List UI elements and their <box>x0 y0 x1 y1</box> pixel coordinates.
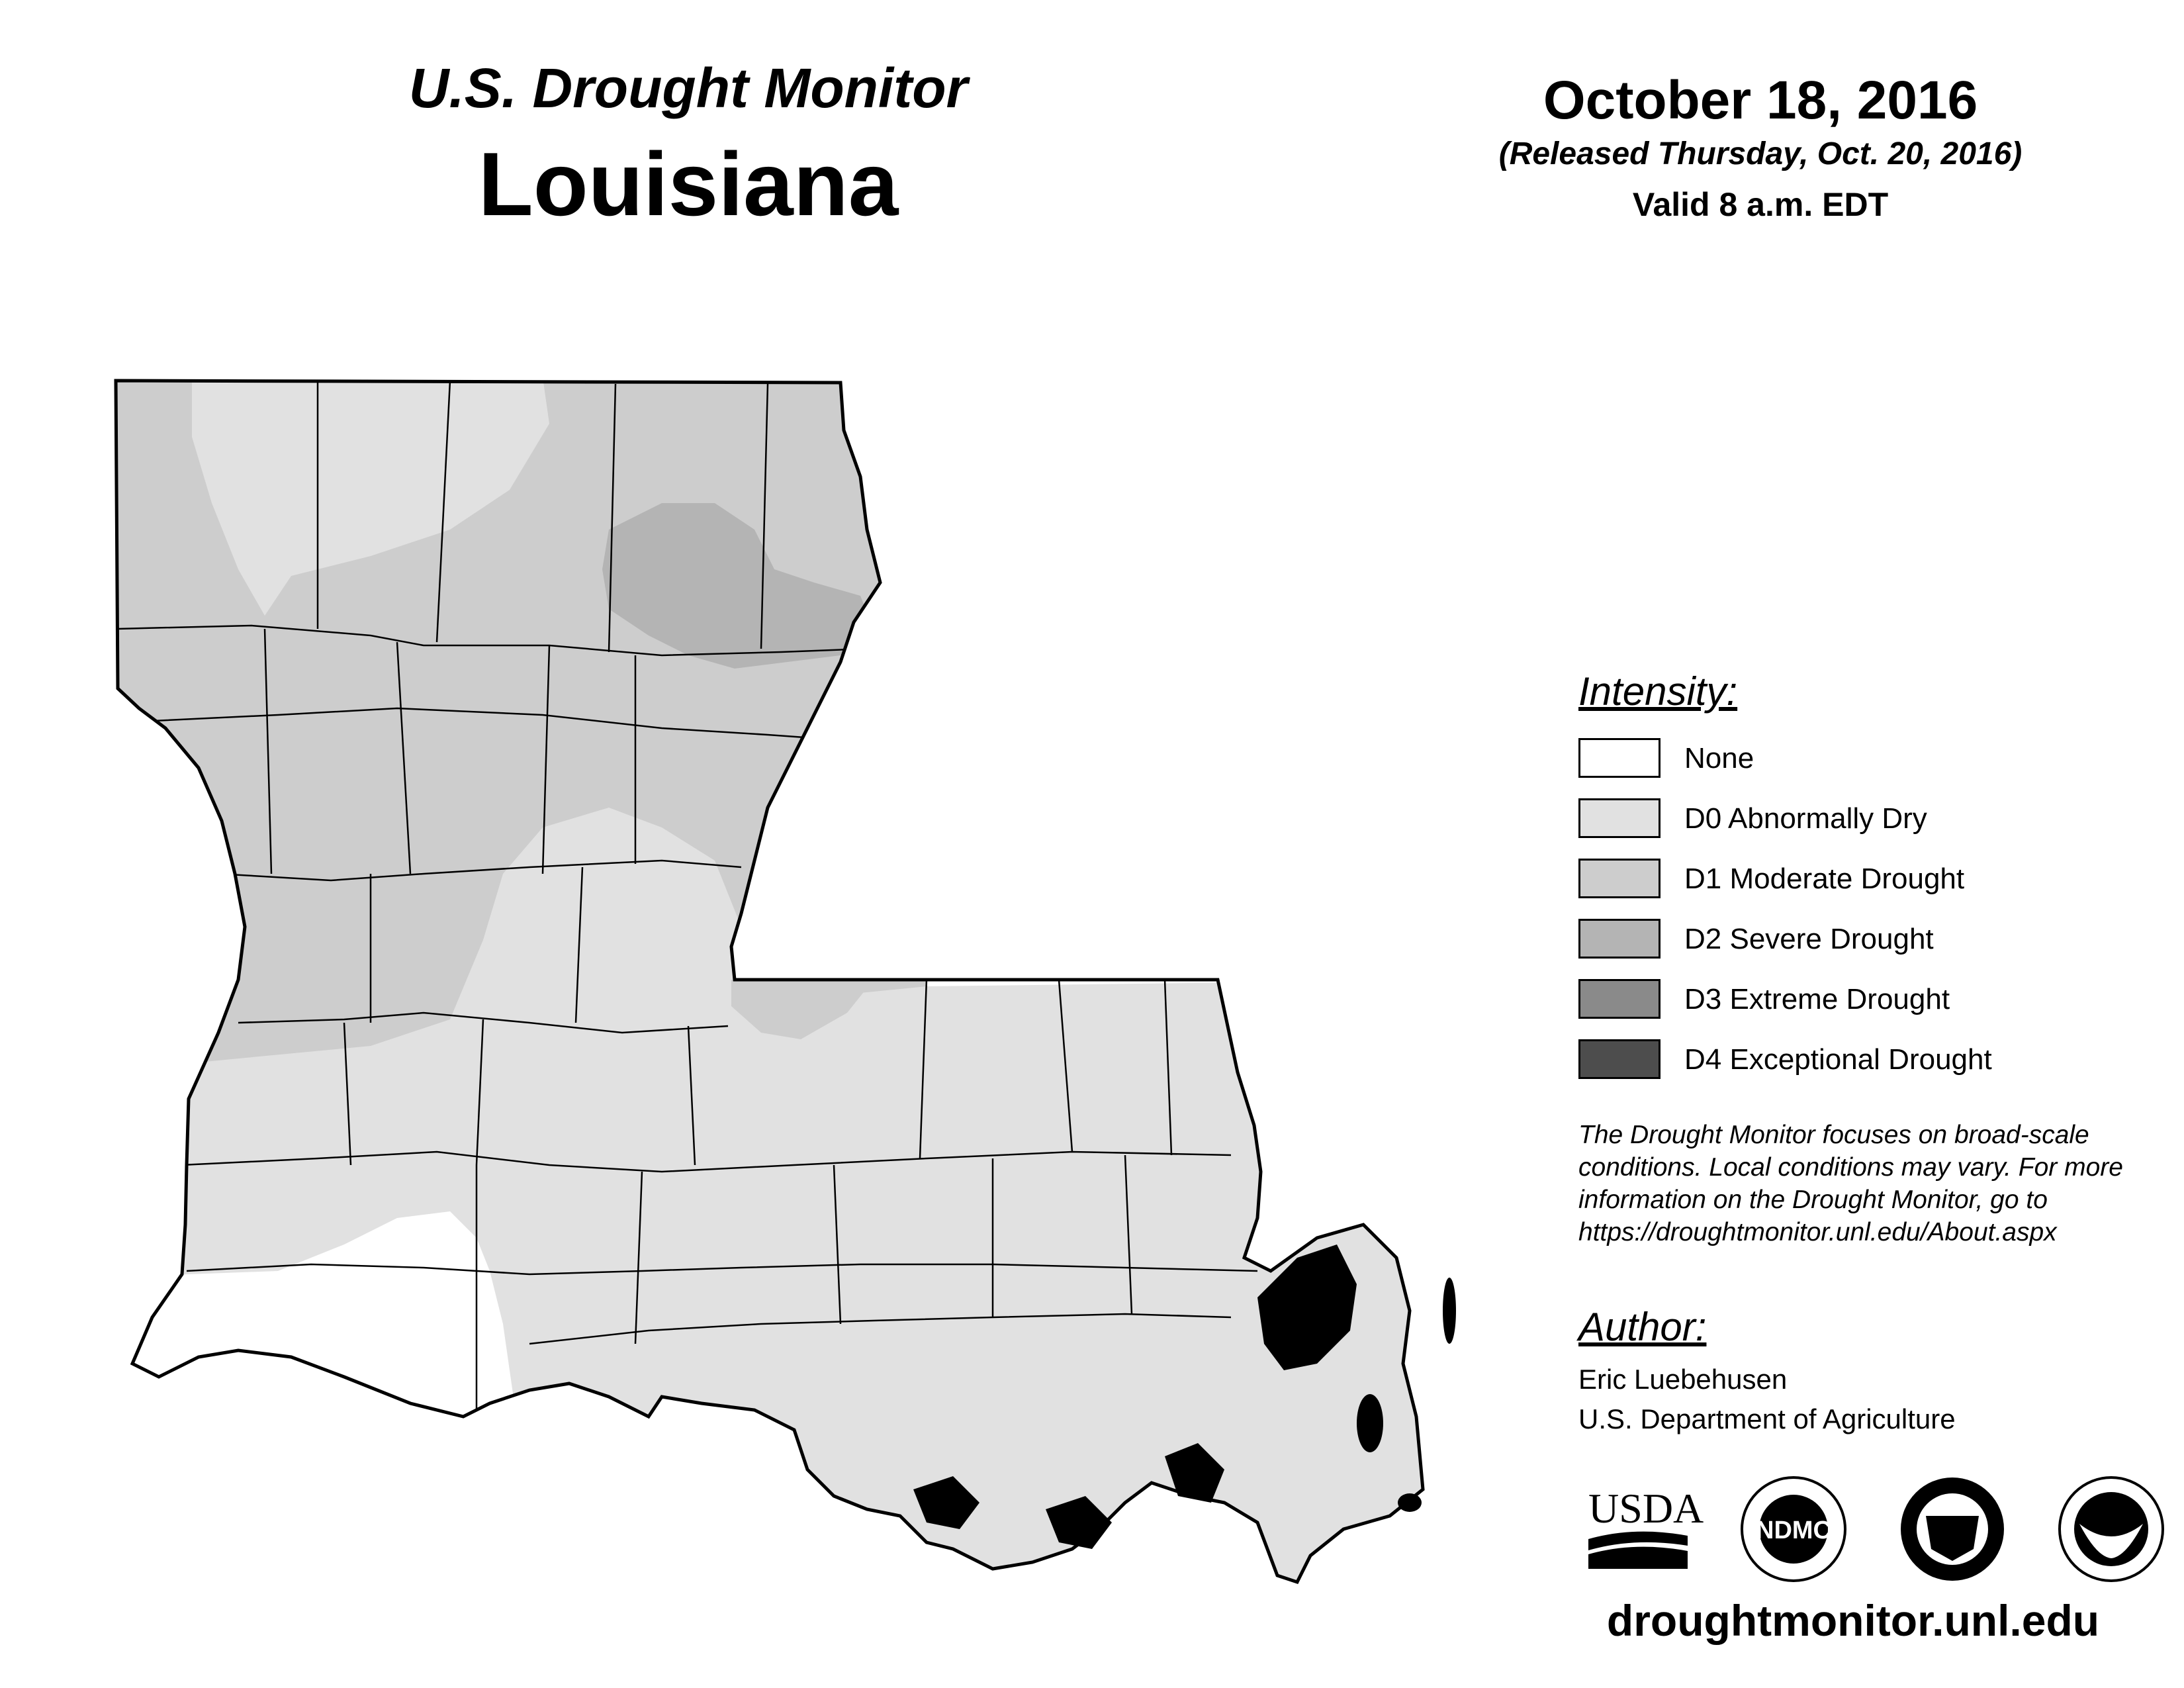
legend-item <box>1578 919 2148 961</box>
commerce-logo <box>1901 1477 2004 1581</box>
ndmc-logo <box>1742 1477 1845 1581</box>
legend-item <box>1578 1039 2148 1082</box>
note-line-2: conditions. Local conditions may vary. For more <box>1578 1153 2123 1182</box>
author-name: Eric Luebehusen <box>1578 1364 1788 1395</box>
site-url: droughtmonitor.unl.edu <box>1606 1596 2100 1645</box>
noaa-logo <box>2060 1477 2163 1581</box>
release-date: (Released Thursday, Oct. 20, 2016) <box>1498 136 2023 171</box>
legend-item <box>1578 859 2148 901</box>
author-org: U.S. Department of Agriculture <box>1578 1403 1956 1434</box>
legend-label: D0 Abnormally Dry <box>1684 802 1927 835</box>
author-title: Author: <box>1578 1305 1707 1349</box>
legend-item <box>1578 738 2148 780</box>
note-text <box>1578 1119 2174 1248</box>
legend-swatch <box>1578 859 1661 898</box>
legend-title: Intensity: <box>1578 669 1738 714</box>
note-line-1: The Drought Monitor focuses on broad-scale <box>1578 1121 2089 1149</box>
legend-swatch <box>1578 798 1661 838</box>
usda-logo <box>1588 1485 1704 1569</box>
legend-swatch <box>1578 1039 1661 1079</box>
legend-item <box>1578 979 2148 1021</box>
state-name: Louisiana <box>478 134 899 234</box>
partner-logos <box>1582 1476 2164 1582</box>
legend-swatch <box>1578 738 1661 778</box>
map-title: U.S. Drought Monitor <box>408 57 968 119</box>
usda-logo-text: USDA <box>1588 1485 1704 1532</box>
valid-time: Valid 8 a.m. EDT <box>1632 186 1889 223</box>
legend-item <box>1578 798 2148 841</box>
legend-label: D2 Severe Drought <box>1684 923 1934 955</box>
legend-label: None <box>1684 742 1754 774</box>
ndmc-logo-text: NDMC <box>1756 1517 1831 1544</box>
note-line-3: information on the Drought Monitor, go to <box>1578 1186 2048 1214</box>
note-line-4: https://droughtmonitor.unl.edu/About.aspx <box>1578 1218 2057 1246</box>
legend-swatch <box>1578 919 1661 959</box>
legend-swatch <box>1578 979 1661 1019</box>
legend-label: D3 Extreme Drought <box>1684 983 1950 1015</box>
legend-label: D1 Moderate Drought <box>1684 863 1965 895</box>
legend-label: D4 Exceptional Drought <box>1684 1043 1992 1076</box>
map-date: October 18, 2016 <box>1543 70 1978 130</box>
